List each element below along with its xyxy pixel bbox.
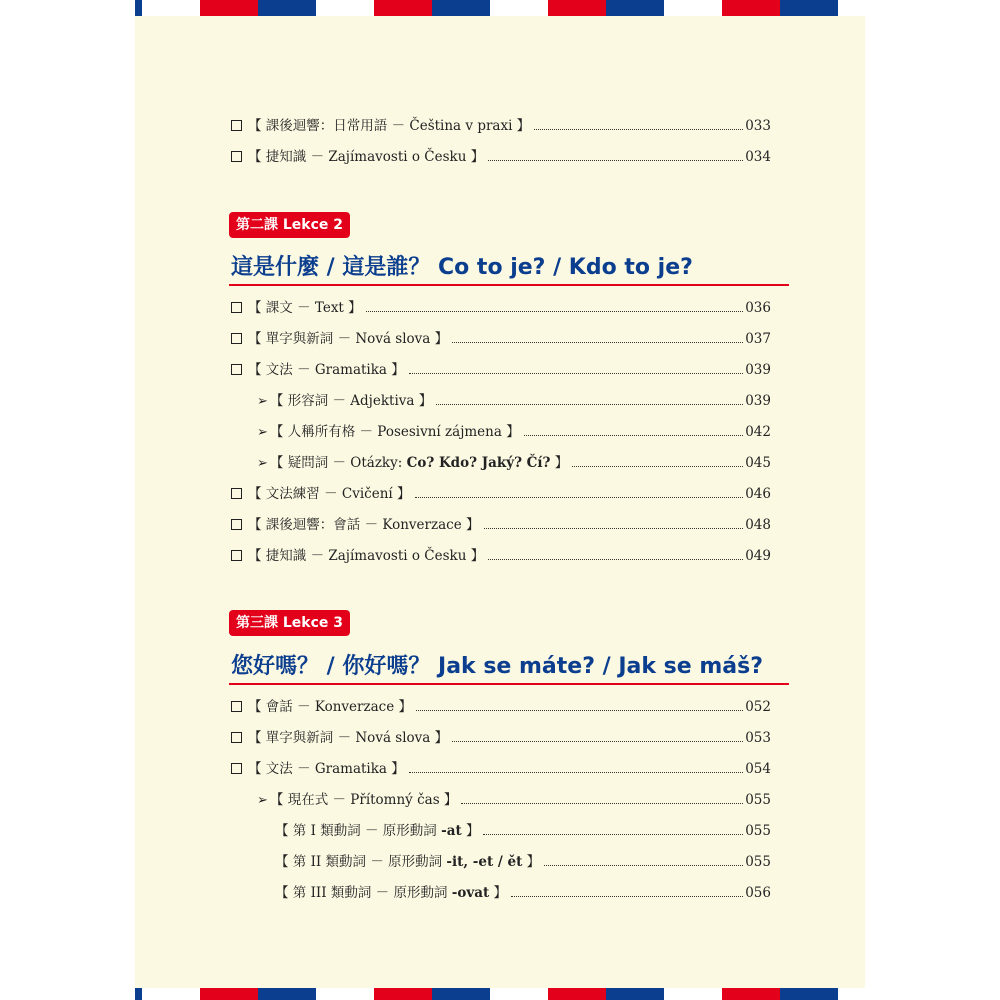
toc-entry[interactable] (231, 513, 771, 533)
toc-page-number: 033 (745, 118, 771, 134)
toc-entry-label: 【 形容詞 － Adjektiva 】 (269, 393, 433, 409)
toc-entry-label: 【 會話 － Konverzace 】 (248, 699, 412, 715)
toc-page-number: 039 (745, 362, 771, 378)
toc-entry-label: 【 疑問詞 － Otázky: Co? Kdo? Jaký? Čí? 】 (269, 455, 569, 471)
toc-page-number: 042 (745, 424, 771, 440)
toc-subentry[interactable] (257, 420, 771, 440)
lesson-3-badge: 第三課 Lekce 3 (229, 610, 350, 636)
toc-entry-label: 【 文法 － Gramatika 】 (248, 761, 405, 777)
dot-leader (483, 834, 743, 835)
toc-subsubentry[interactable] (275, 881, 771, 901)
toc-entry-label: 【 第 II 類動詞 － 原形動詞 -it, -et / ět 】 (275, 854, 541, 870)
toc-entry[interactable] (231, 757, 771, 777)
toc-entry-label: 【 單字與新詞 － Nová slova 】 (248, 331, 449, 347)
toc-entry-label: 【 文法練習 － Cvičení 】 (248, 486, 411, 502)
toc-entry-label: 【 第 III 類動詞 － 原形動詞 -ovat 】 (275, 885, 507, 901)
toc-subsubentry[interactable] (275, 850, 771, 870)
dot-leader (488, 559, 743, 560)
toc-entry-label: 【 課後迴響：會話 － Konverzace 】 (248, 517, 480, 533)
toc-entry-label: 【 捷知識 － Zajímavosti o Česku 】 (248, 149, 485, 165)
arrow-bullet-icon: ➢ (257, 425, 268, 440)
dot-leader (511, 896, 743, 897)
bold-keywords: Co? Kdo? Jaký? Čí? (406, 455, 551, 471)
toc-entry[interactable] (231, 482, 771, 502)
toc-page-number: 055 (745, 854, 771, 870)
checkbox-icon (231, 364, 242, 375)
toc-subentry[interactable] (257, 389, 771, 409)
arrow-bullet-icon: ➢ (257, 793, 268, 808)
toc-entry-label: 【 捷知識 － Zajímavosti o Česku 】 (248, 548, 485, 564)
dot-leader (409, 373, 743, 374)
toc-entry-label: 【 現在式 － Přítomný čas 】 (269, 792, 458, 808)
arrow-bullet-icon: ➢ (257, 394, 268, 409)
toc-entry[interactable] (231, 726, 771, 746)
dot-leader (409, 772, 743, 773)
dot-leader (484, 528, 744, 529)
checkbox-icon (231, 488, 242, 499)
toc-entry[interactable] (231, 145, 771, 165)
toc-page-number: 034 (745, 149, 771, 165)
toc-subsubentry[interactable] (275, 819, 771, 839)
toc-page-number: 053 (745, 730, 771, 746)
toc-page-number: 046 (745, 486, 771, 502)
bold-suffix: -it, -et / ět (446, 854, 523, 870)
dot-leader (415, 497, 744, 498)
toc-page (135, 16, 865, 988)
checkbox-icon (231, 763, 242, 774)
checkbox-icon (231, 519, 242, 530)
checkbox-icon (231, 151, 242, 162)
dot-leader (524, 435, 744, 436)
toc-subentry[interactable] (257, 788, 771, 808)
toc-entry[interactable] (231, 695, 771, 715)
checkbox-icon (231, 302, 242, 313)
toc-page-number: 049 (745, 548, 771, 564)
toc-page-number: 054 (745, 761, 771, 777)
toc-entry[interactable] (231, 296, 771, 316)
toc-entry-label: 【 第 I 類動詞 － 原形動詞 -at 】 (275, 823, 480, 839)
bold-suffix: -ovat (451, 885, 490, 901)
checkbox-icon (231, 120, 242, 131)
toc-page-number: 048 (745, 517, 771, 533)
dot-leader (488, 160, 743, 161)
top-border-stripe (135, 0, 865, 16)
toc-page-number: 055 (745, 823, 771, 839)
arrow-bullet-icon: ➢ (257, 456, 268, 471)
lesson-2-title: 這是什麼 / 這是誰？ Co to je? / Kdo to je? (231, 255, 693, 280)
dot-leader (461, 803, 743, 804)
toc-page-number: 037 (745, 331, 771, 347)
dot-leader (416, 710, 743, 711)
toc-entry-label: 【 課後迴響：日常用語 － Čeština v praxi 】 (248, 118, 531, 134)
toc-entry-label: 【 課文 － Text 】 (248, 300, 362, 316)
toc-page-number: 045 (745, 455, 771, 471)
toc-entry[interactable] (231, 327, 771, 347)
toc-entry-label: 【 文法 － Gramatika 】 (248, 362, 405, 378)
lesson-2-divider (229, 284, 789, 286)
dot-leader (544, 865, 743, 866)
dot-leader (366, 311, 744, 312)
toc-entry-label: 【 單字與新詞 － Nová slova 】 (248, 730, 449, 746)
toc-subentry[interactable] (257, 451, 771, 471)
checkbox-icon (231, 550, 242, 561)
checkbox-icon (231, 701, 242, 712)
toc-entry[interactable] (231, 114, 771, 134)
toc-page-number: 055 (745, 792, 771, 808)
toc-page-number: 039 (745, 393, 771, 409)
toc-page-number: 056 (745, 885, 771, 901)
dot-leader (534, 129, 743, 130)
toc-page-number: 052 (745, 699, 771, 715)
lesson-3-divider (229, 683, 789, 685)
dot-leader (572, 466, 743, 467)
checkbox-icon (231, 732, 242, 743)
toc-entry-label: 【 人稱所有格 － Posesivní zájmena 】 (269, 424, 520, 440)
toc-entry[interactable] (231, 544, 771, 564)
toc-entry[interactable] (231, 358, 771, 378)
dot-leader (452, 741, 743, 742)
dot-leader (452, 342, 743, 343)
lesson-2-badge: 第二課 Lekce 2 (229, 212, 350, 238)
dot-leader (436, 404, 743, 405)
bottom-border-stripe (135, 988, 865, 1000)
checkbox-icon (231, 333, 242, 344)
toc-page-number: 036 (745, 300, 771, 316)
bold-suffix: -at (441, 823, 462, 839)
lesson-3-title: 您好嗎？ / 你好嗎？ Jak se máte? / Jak se máš? (231, 654, 763, 679)
